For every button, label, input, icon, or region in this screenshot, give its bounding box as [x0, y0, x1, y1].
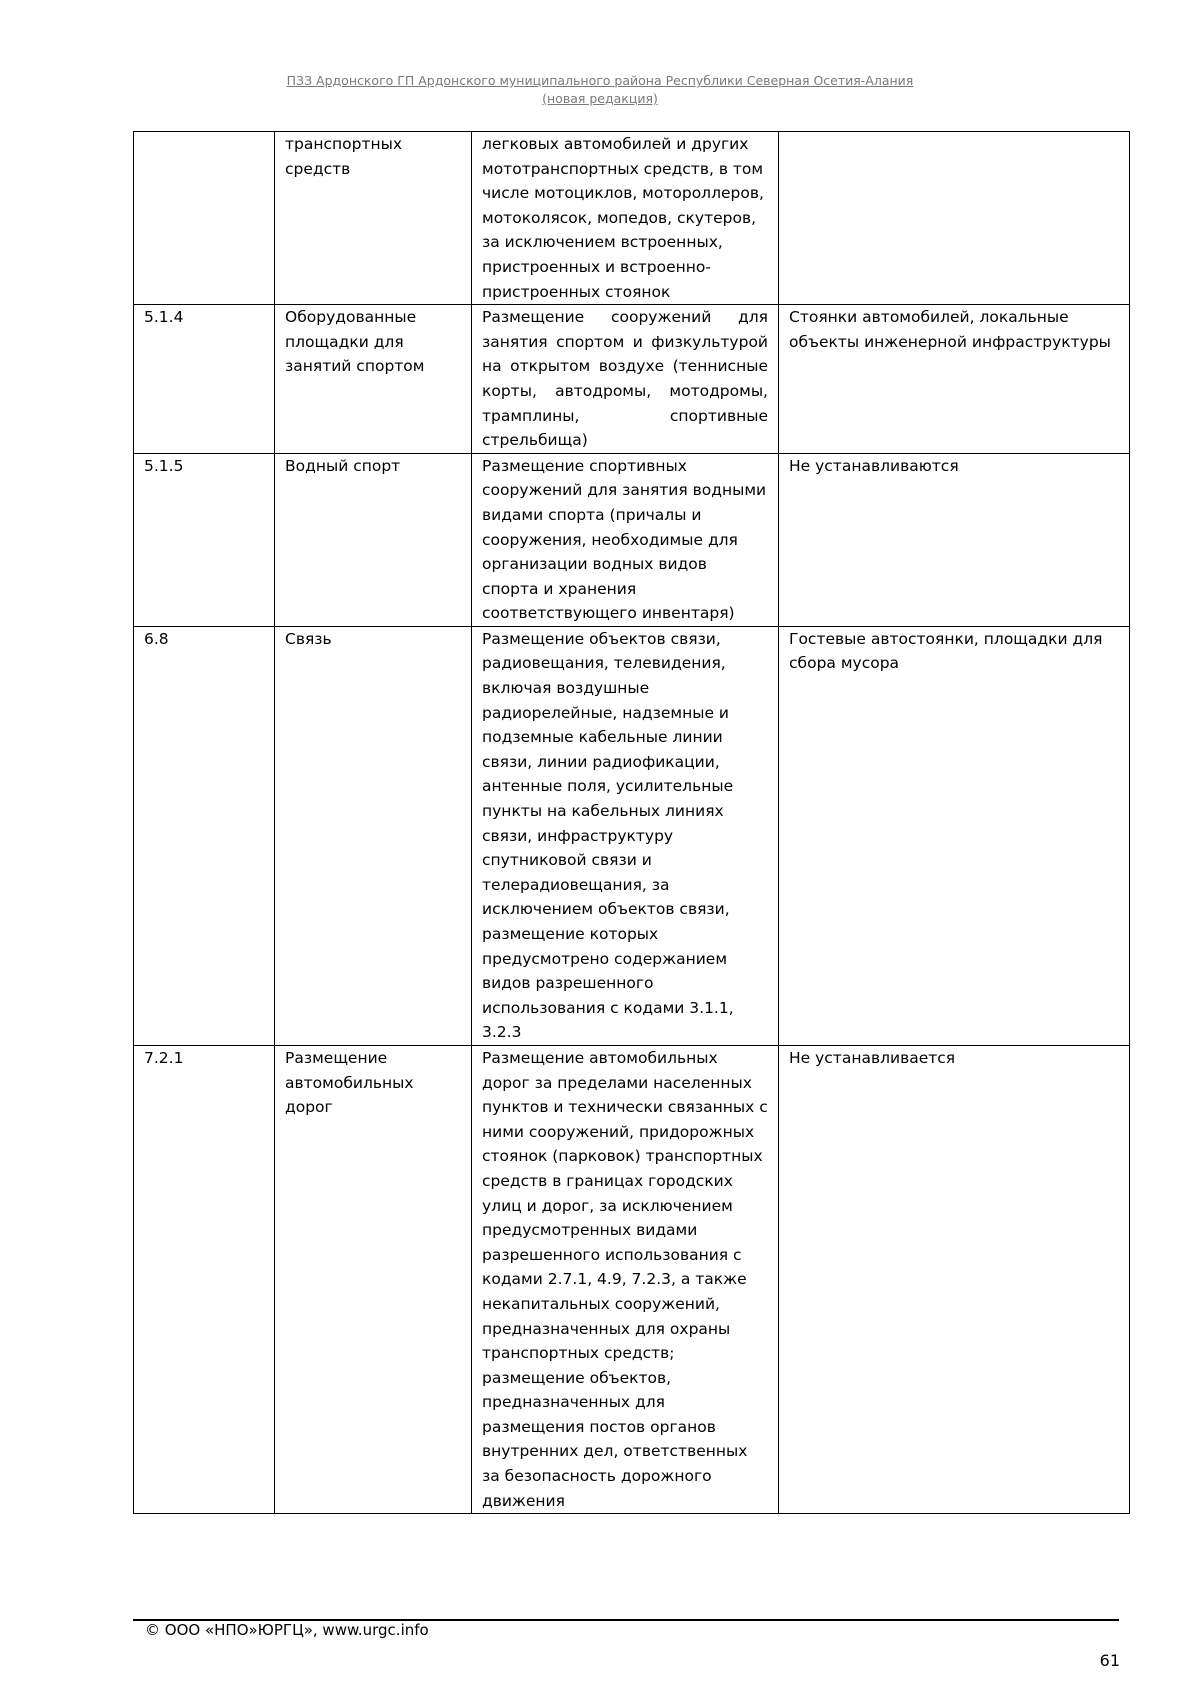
name-cell: Оборудованные площадки для занятий спортом [275, 305, 472, 454]
table-row [134, 305, 1130, 454]
description-cell: легковых автомобилей и других мототранспортных средств, в том числе мотоциклов, мотороллеров, мотоколясок, мопедов, скутеров, за исключением встроенных, пристроенных и встроенно-пристроенных стоянок [472, 132, 779, 305]
page-number: 61 [1099, 1651, 1120, 1670]
header-title: ПЗЗ Ардонского ГП Ардонского муниципального района Республики Северная Осетия-Алания [286, 73, 914, 88]
restrictions-cell: Не устанавливается [779, 1045, 1130, 1513]
restrictions-cell: Стоянки автомобилей, локальные объекты инженерной инфраструктуры [779, 305, 1130, 454]
description-cell: Размещение спортивных сооружений для занятия водными видами спорта (причалы и сооружения, необходимые для организации водных видов спорта и хранения соответствующего инвентаря) [472, 453, 779, 626]
description-cell: Размещение автомобильных дорог за пределами населенных пунктов и технически связанных с ними сооружений, придорожных стоянок (парковок) транспортных средств в границах городских улиц и дорог, за исключением предусмотренных видами разрешенного использования с кодами 2.7.1, 4.9, 7.2.3, а также некапитальных сооружений, предназначенных для охраны транспортных средств; размещение объектов, предназначенных для размещения постов органов внутренних дел, ответственных за безопасность дорожного движения [472, 1045, 779, 1513]
restrictions-cell: Гостевые автостоянки, площадки для сбора мусора [779, 626, 1130, 1045]
footer-copyright: © ООО «НПО»ЮРГЦ», www.urgc.info [145, 1621, 429, 1639]
restrictions-cell [779, 132, 1130, 305]
table-row [134, 132, 1130, 305]
name-cell: транспортных средств [275, 132, 472, 305]
table-row [134, 1045, 1130, 1513]
code-cell: 5.1.4 [134, 305, 275, 454]
page-header [0, 72, 1200, 108]
description-cell: Размещение объектов связи, радиовещания, телевидения, включая воздушные радиорелейные, надземные и подземные кабельные линии связи, линии радиофикации, антенные поля, усилительные пункты на кабельных линиях связи, инфраструктуру спутниковой связи и телерадиовещания, за исключением объектов связи, размещение которых предусмотрено содержанием видов разрешенного использования с кодами 3.1.1, 3.2.3 [472, 626, 779, 1045]
table-row [134, 453, 1130, 626]
code-cell: 6.8 [134, 626, 275, 1045]
name-cell: Размещение автомобильных дорог [275, 1045, 472, 1513]
restrictions-cell: Не устанавливаются [779, 453, 1130, 626]
code-cell: 5.1.5 [134, 453, 275, 626]
header-subtitle: (новая редакция) [542, 91, 658, 106]
land-use-table [133, 131, 1130, 1514]
name-cell: Связь [275, 626, 472, 1045]
table-row [134, 626, 1130, 1045]
name-cell: Водный спорт [275, 453, 472, 626]
code-cell [134, 132, 275, 305]
code-cell: 7.2.1 [134, 1045, 275, 1513]
description-cell: Размещение сооружений для занятия спортом и физкультурой на открытом воздухе (теннисные корты, автодромы, мотодромы, трамплины, спортивные стрельбища) [472, 305, 779, 454]
